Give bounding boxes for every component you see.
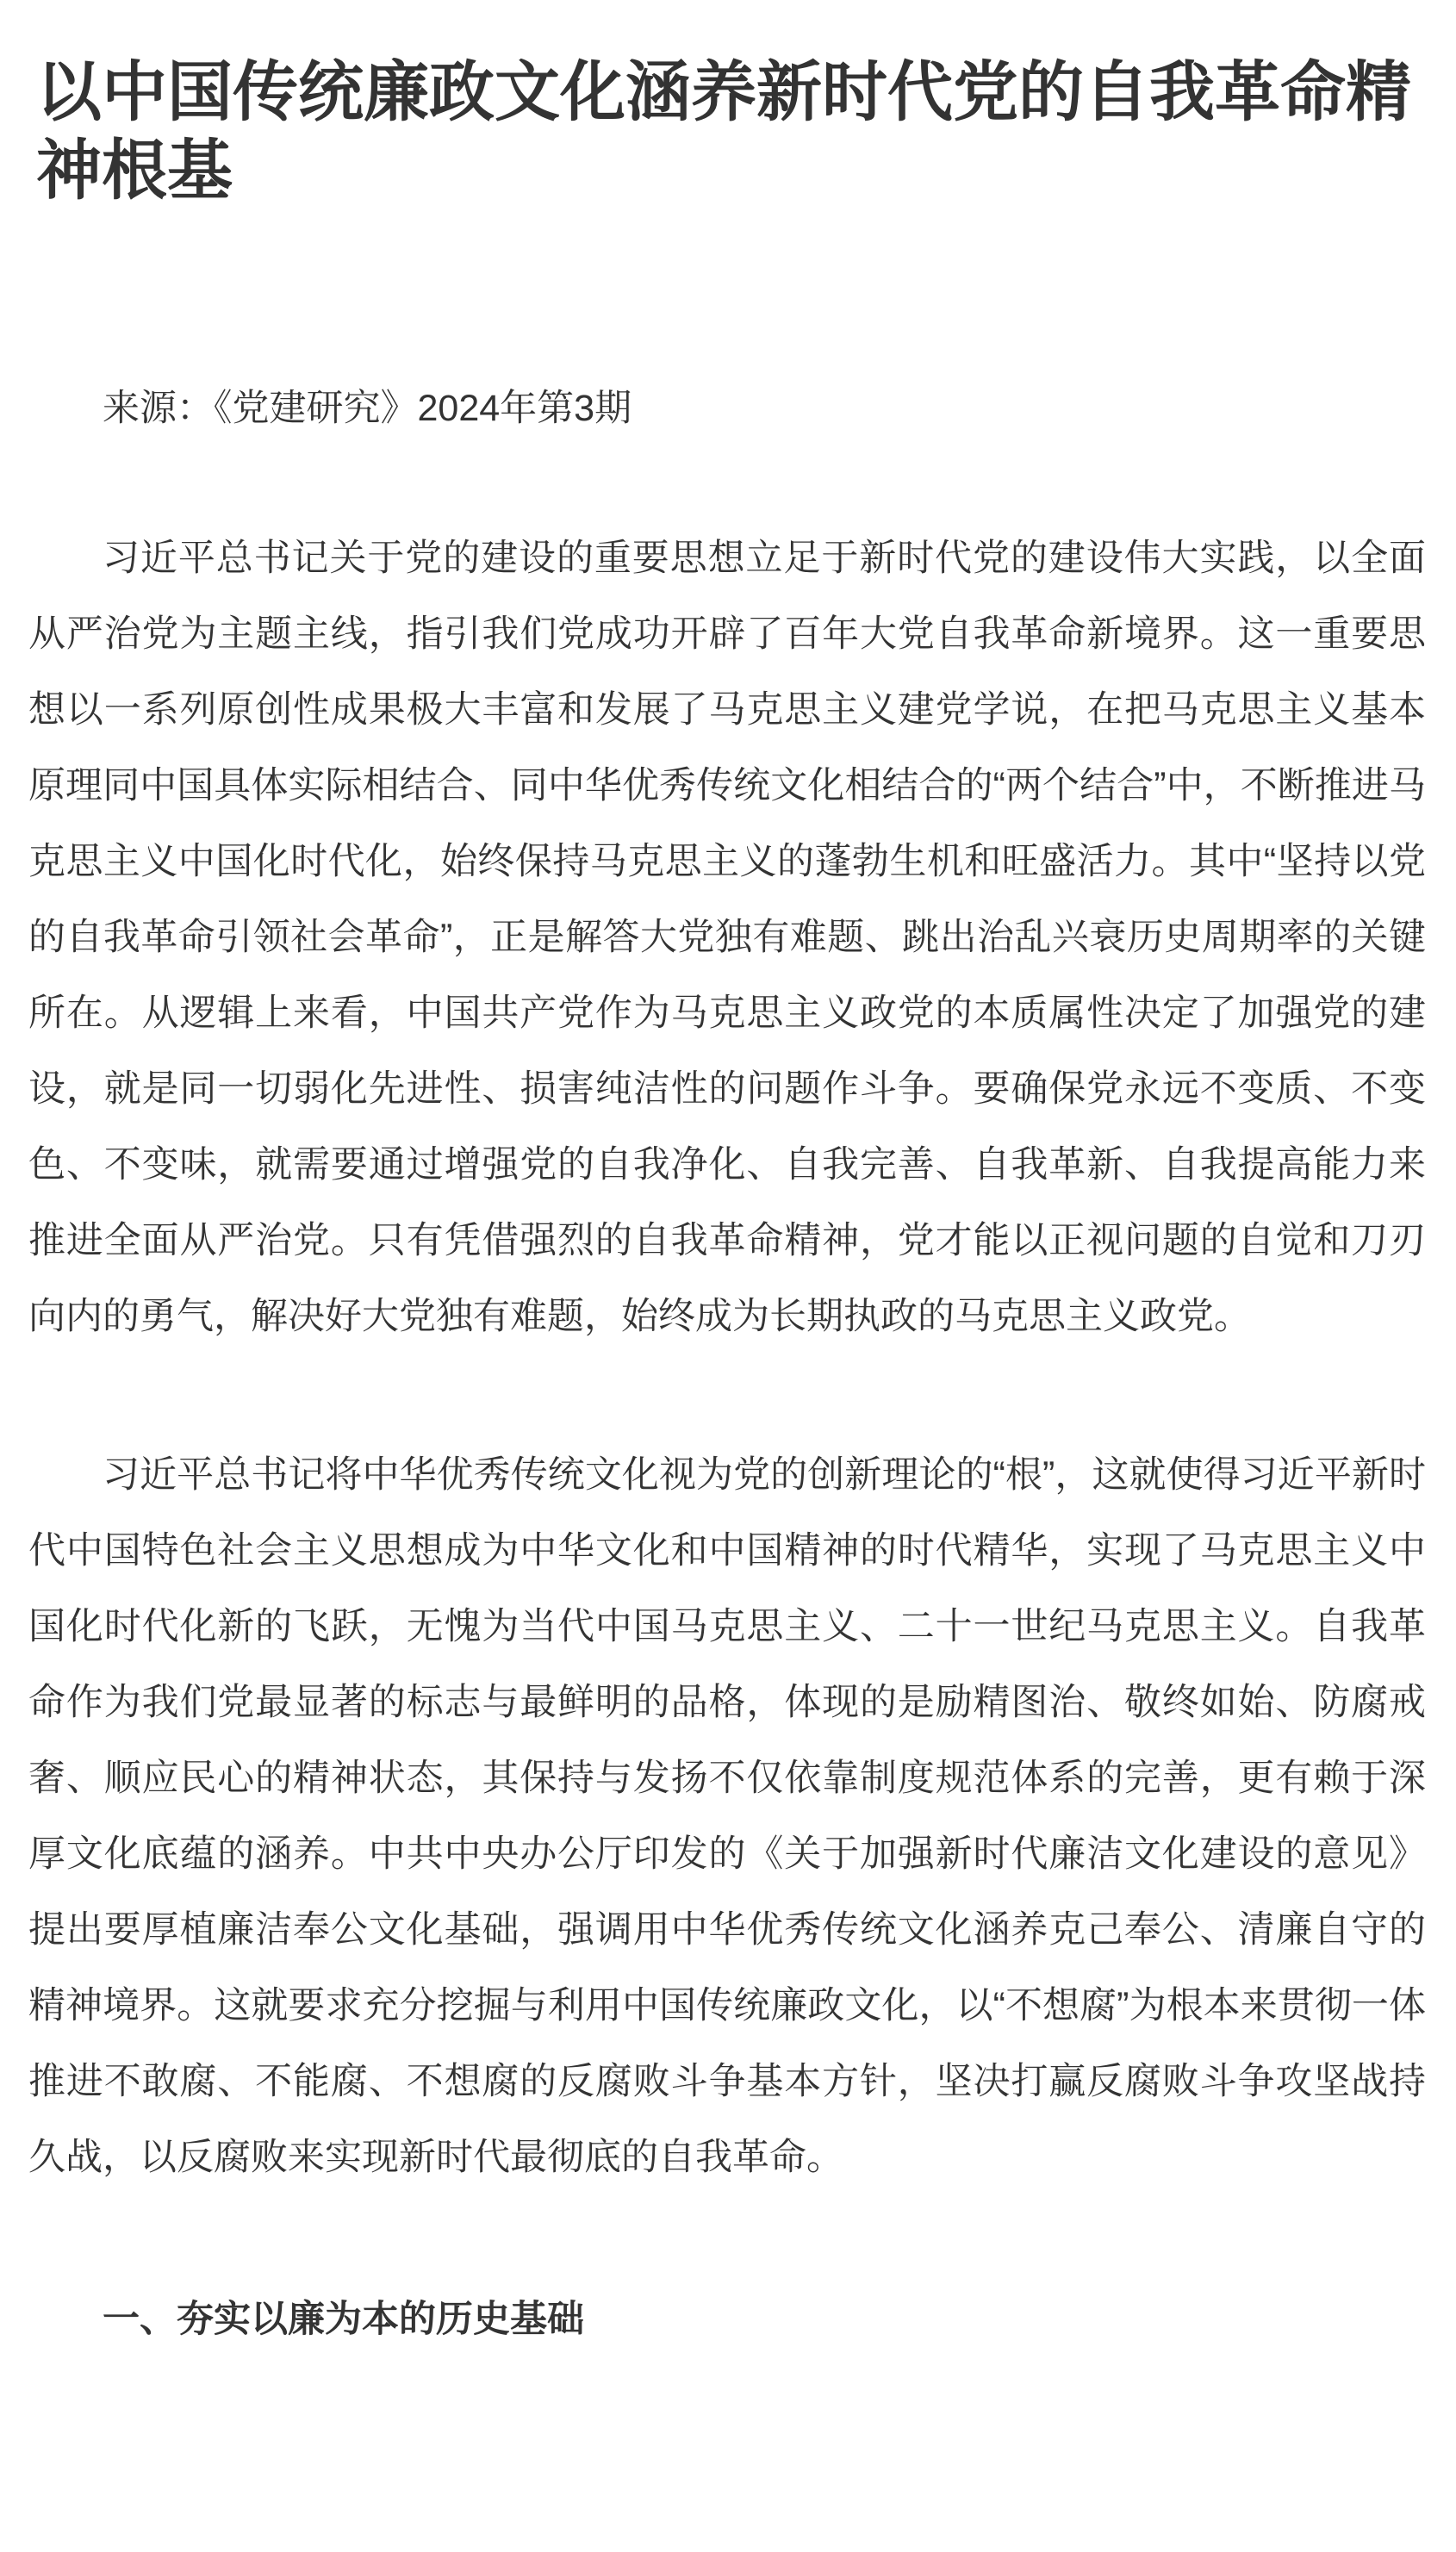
page-title: 以中国传统廉政文化涵养新时代党的自我革命精神根基: [36, 56, 1411, 209]
paragraph-1: 习近平总书记关于党的建设的重要思想立足于新时代党的建设伟大实践，以全面从严治党为主题主线，指引我们党成功开辟了百年大党自我革命新境界。这一重要思想以一系列原创性成果极大丰富和发展了马克思主义建党学说，在把马克思主义基本原理同中国具体实际相结合、同中华优秀传统文化相结合的“两个结合”中，不断推进马克思主义中国化时代化，始终保持马克思主义的蓬勃生机和旺盛活力。其中“坚持以党的自我革命引领社会革命”，正是解答大党独有难题、跳出治乱兴衰历史周期率的关键所在。从逻辑上来看，中国共产党作为马克思主义政党的本质属性决定了加强党的建设，就是同一切弱化先进性、损害纯洁性的问题作斗争。要确保党永远不变质、不变色、不变味，就需要通过增强党的自我净化、自我完善、自我革新、自我提高能力来推进全面从严治党。只有凭借强烈的自我革命精神，党才能以正视问题的自觉和刀刃向内的勇气，解决好大党独有难题，始终成为长期执政的马克思主义政党。: [28, 538, 1426, 1338]
source-line: 来源：《党建研究》2024年第3期: [103, 388, 632, 430]
section-heading: 一、夯实以廉为本的历史基础: [103, 2299, 584, 2341]
paragraph-2: 习近平总书记将中华优秀传统文化视为党的创新理论的“根”，这就使得习近平新时代中国特色社会主义思想成为中华文化和中国精神的时代精华，实现了马克思主义中国化时代化新的飞跃，无愧为当代中国马克思主义、二十一世纪马克思主义。自我革命作为我们党最显著的标志与最鲜明的品格，体现的是励精图治、敬终如始、防腐戒奢、顺应民心的精神状态，其保持与发扬不仅依靠制度规范体系的完善，更有赖于深厚文化底蕴的涵养。中共中央办公厅印发的《关于加强新时代廉洁文化建设的意见》提出要厚植廉洁奉公文化基础，强调用中华优秀传统文化涵养克己奉公、清廉自守的精神境界。这就要求充分挖掘与利用中国传统廉政文化，以“不想腐”为根本来贯彻一体推进不敢腐、不能腐、不想腐的反腐败斗争基本方针，坚决打赢反腐败斗争攻坚战持久战，以反腐败来实现新时代最彻底的自我革命。: [28, 1454, 1426, 2179]
